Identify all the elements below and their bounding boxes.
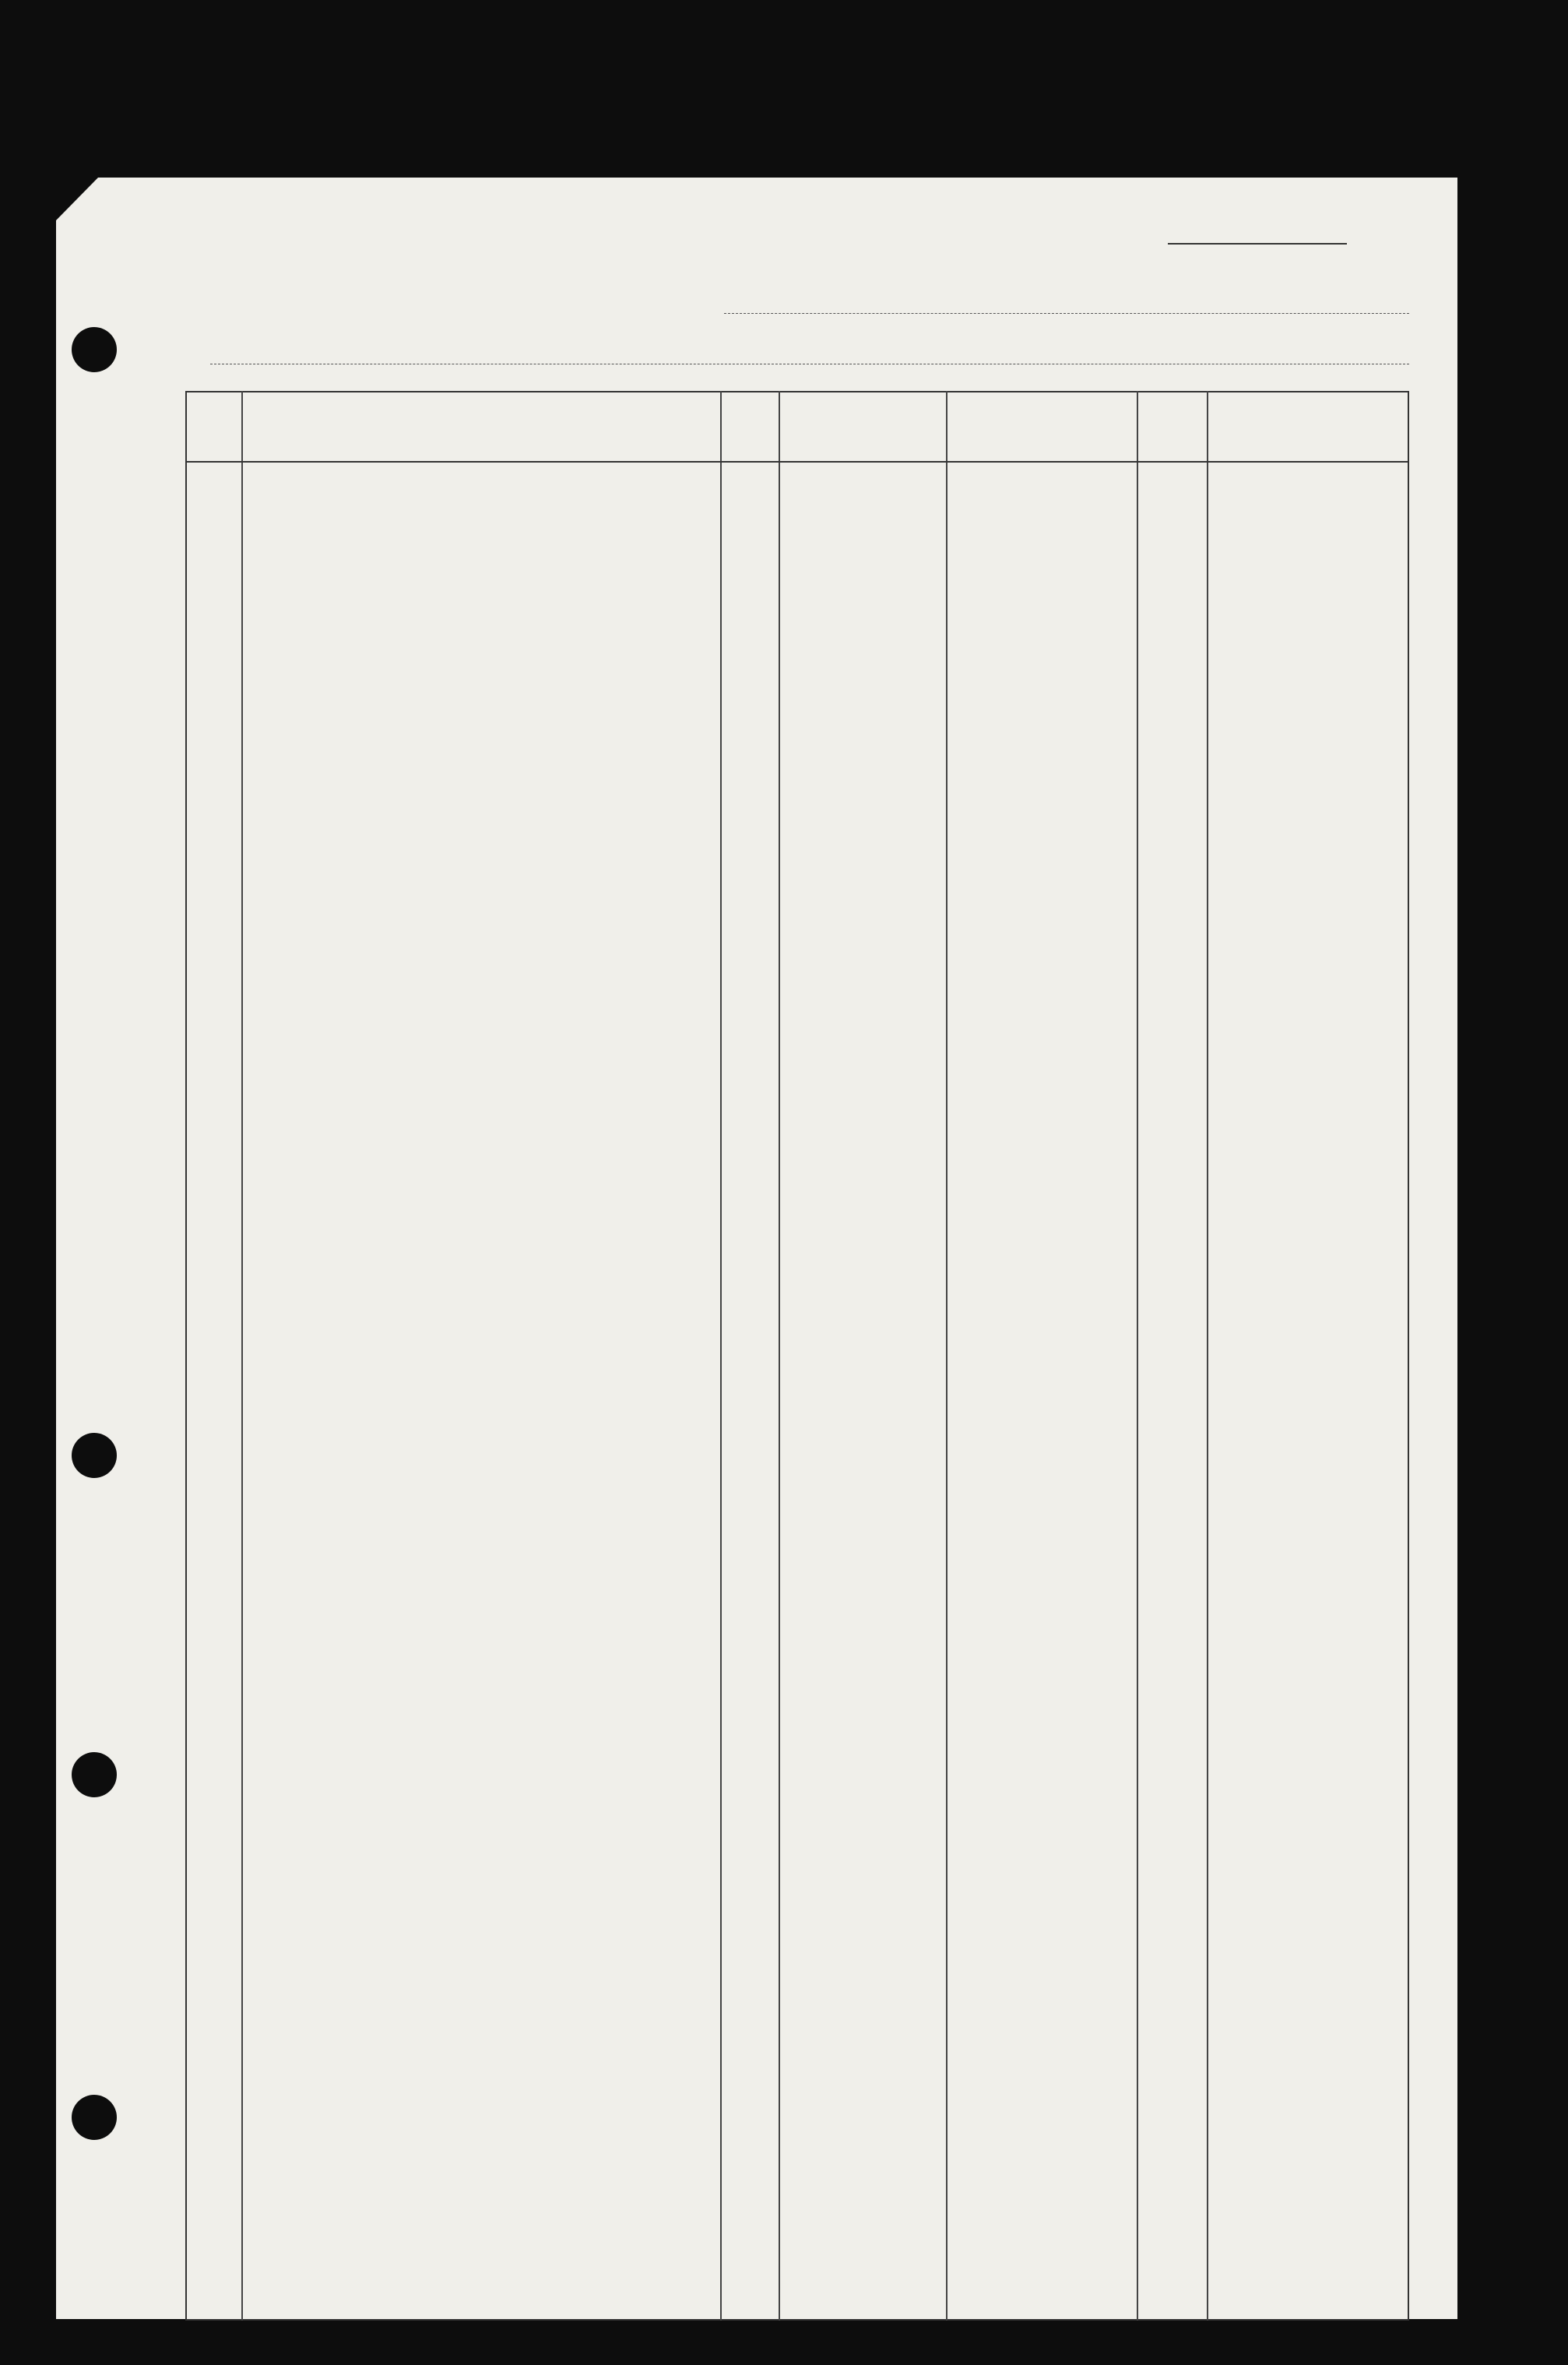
col-divider (779, 391, 780, 2321)
col-divider (1137, 391, 1138, 2321)
col-divider (241, 391, 243, 2321)
col-divider (946, 391, 947, 2321)
punch-hole (72, 1752, 117, 1797)
punch-hole (72, 1433, 117, 1478)
col-divider (1207, 391, 1208, 2321)
punch-hole (72, 327, 117, 372)
punch-hole (72, 2095, 117, 2140)
class-underline (724, 313, 1409, 314)
manifest-underline (1168, 243, 1347, 245)
manifest-table (185, 391, 1409, 2321)
col-divider (720, 391, 722, 2321)
header-rule (185, 461, 1409, 463)
